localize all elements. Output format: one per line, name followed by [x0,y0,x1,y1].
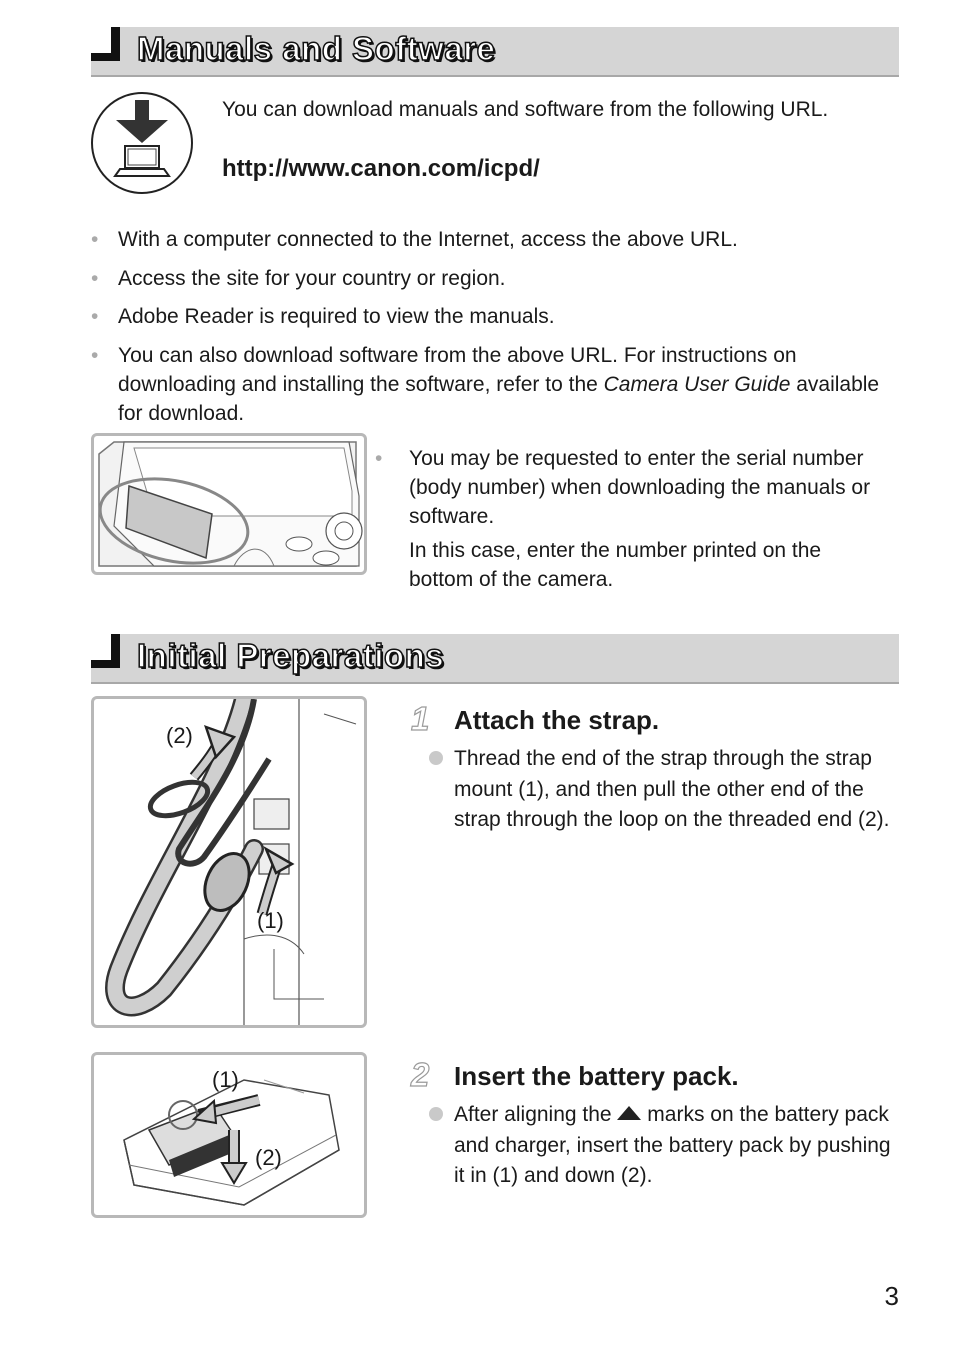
section-title-prep: Initial Preparations [137,637,445,674]
section-corner-icon [91,634,124,672]
step-text-2: After aligning the marks on the battery pack and charger, insert the battery pack by pushing it in (1) and down (2). [454,1103,891,1187]
strap-label-2: (2) [166,723,193,748]
step-bullet-icon [429,751,443,765]
section-title-manuals: Manuals and Software [137,30,496,67]
step-title-2: Insert the battery pack. [454,1061,739,1091]
section-header-manuals [91,27,899,77]
triangle-up-icon [617,1106,641,1120]
page-number: 3 [884,1281,899,1311]
battery-label-1: (1) [212,1067,239,1092]
step-number-1: 1 [411,700,430,737]
section-corner-icon [91,27,124,65]
download-to-computer-icon [90,91,194,195]
battery-label-2: (2) [255,1145,282,1170]
manuals-url[interactable]: http://www.canon.com/icpd/ [222,155,540,182]
step-bullet-icon [429,1107,443,1121]
camera-bottom-figure [91,433,367,575]
battery-charger-figure [91,1052,367,1218]
step-number-2: 2 [411,1056,430,1093]
camera-user-guide-title: Camera User Guide [603,373,791,396]
strap-figure [91,696,367,1028]
manuals-intro: You can download manuals and software from the following URL. [222,98,829,121]
strap-label-1: (1) [257,908,284,933]
section-header-prep [91,634,899,684]
step-text-1: Thread the end of the strap through the strap mount (1), and then pull the other end of the strap through the loop on the threaded end (2). [454,747,890,831]
step-title-1: Attach the strap. [454,705,660,735]
